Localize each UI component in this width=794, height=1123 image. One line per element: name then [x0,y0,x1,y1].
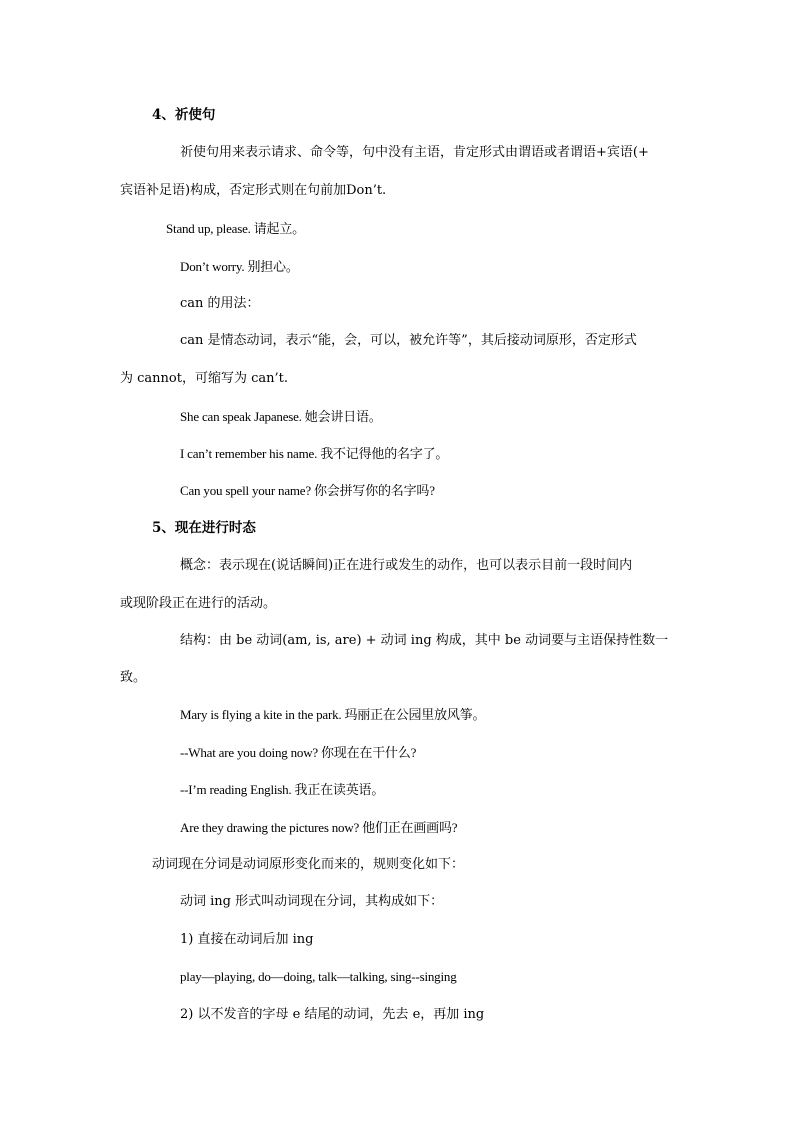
progressive-example-1: Mary is flying a kite in the park. 玛丽正在公园里放风筝。 [180,707,486,722]
imperative-definition: 祈使句用来表示请求、命令等，句中没有主语，肯定形式由谓语或者谓语+宾语(+ [180,145,649,160]
can-definition: can 是情态动词，表示“能，会，可以，被允许等”，其后接动词原形，否定形式 [180,333,637,348]
participle-rule-1-example: play—playing, do—doing, talk—talking, sing--singing [180,969,457,984]
can-example-2: I can’t remember his name. 我不记得他的名字了。 [180,446,449,461]
participle-rule-intro: 动词现在分词是动词原形变化而来的，规则变化如下： [152,857,465,872]
progressive-example-4: Are they drawing the pictures now? 他们正在画画吗? [180,820,458,835]
can-definition-cont: 为 cannot，可缩写为 can’t. [120,371,288,386]
can-example-3: Can you spell your name? 你会拼写你的名字吗? [180,483,435,498]
can-example-1: She can speak Japanese. 她会讲日语。 [180,409,382,424]
progressive-concept: 概念：表示现在(说话瞬间)正在进行或发生的动作，也可以表示目前一段时间内 [180,558,633,573]
imperative-example-1: Stand up, please. 请起立。 [166,221,305,236]
participle-formation-intro: 动词 ing 形式叫动词现在分词，其构成如下： [180,894,444,909]
progressive-concept-cont: 或现阶段正在进行的活动。 [120,596,277,611]
can-heading: can 的用法： [180,296,260,311]
progressive-example-2: --What are you doing now? 你现在在干什么? [180,745,417,760]
progressive-example-3: --I’m reading English. 我正在读英语。 [180,782,385,797]
imperative-definition-cont: 宾语补足语)构成，否定形式则在句前加Don’t. [120,183,387,198]
imperative-example-2: Don’t worry. 别担心。 [180,259,299,274]
participle-rule-2: 2) 以不发音的字母 e 结尾的动词，先去 e，再加 ing [180,1007,485,1022]
progressive-structure-cont: 致。 [120,670,147,685]
section-4-heading: 4、祈使句 [152,107,216,123]
participle-rule-1: 1) 直接在动词后加 ing [180,932,314,947]
progressive-structure: 结构：由 be 动词(am, is, are) + 动词 ing 构成，其中 be 动词要与主语保持性数一 [180,633,669,648]
section-5-heading: 5、现在进行时态 [152,520,256,536]
